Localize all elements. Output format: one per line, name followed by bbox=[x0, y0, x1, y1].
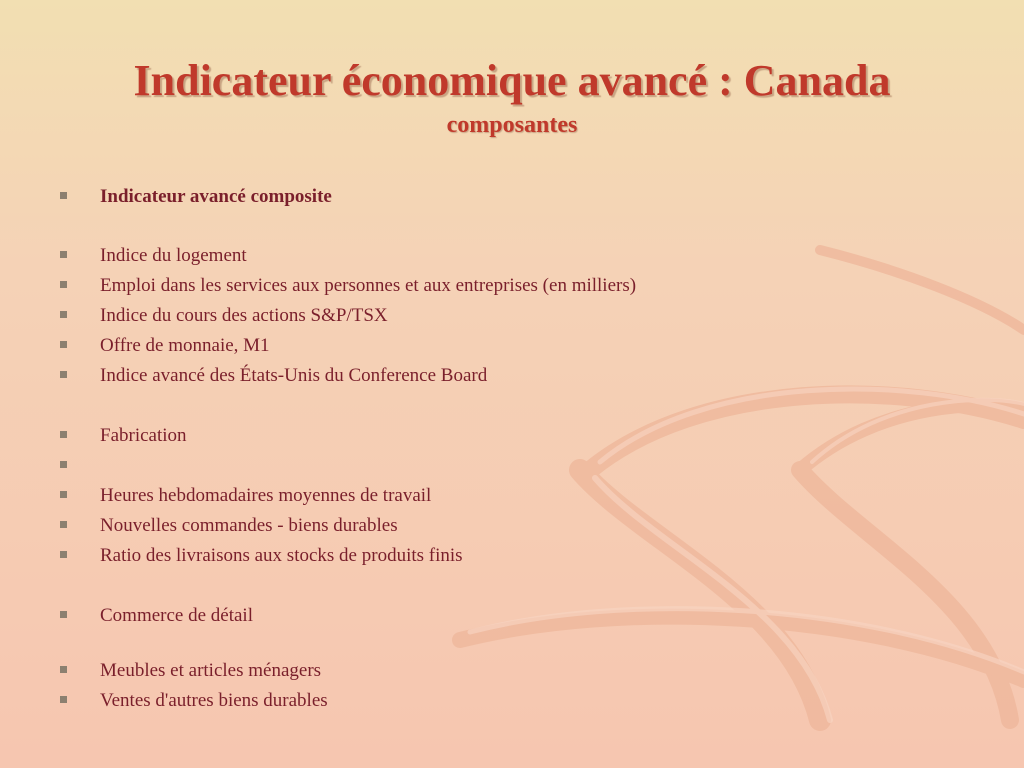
bullet-item bbox=[60, 544, 463, 568]
bullet-item bbox=[60, 424, 187, 448]
bullet-text: Commerce de détail bbox=[100, 605, 253, 626]
square-bullet-icon bbox=[60, 666, 67, 673]
bullet-item bbox=[60, 334, 270, 358]
square-bullet-icon bbox=[60, 611, 67, 618]
bullet-item bbox=[60, 304, 388, 328]
square-bullet-icon bbox=[60, 341, 67, 348]
square-bullet-icon bbox=[60, 311, 67, 318]
bullet-text: Indicateur avancé composite bbox=[100, 186, 332, 207]
slide-subtitle: composantes bbox=[446, 112, 578, 138]
square-bullet-icon bbox=[60, 281, 67, 288]
square-bullet-icon bbox=[60, 431, 67, 438]
bullet-text: Fabrication bbox=[100, 425, 187, 446]
bullet-item bbox=[60, 604, 253, 628]
bullet-text: Emploi dans les services aux personnes et aux entreprises (en milliers) bbox=[100, 275, 637, 296]
bullet-item bbox=[60, 689, 328, 713]
slide-title: Indicateur économique avancé : Canada bbox=[133, 56, 891, 105]
bullet-text: Ventes d'autres biens durables bbox=[100, 690, 328, 711]
bullet-text: Nouvelles commandes - biens durables bbox=[100, 515, 398, 536]
bullet-item bbox=[60, 659, 322, 683]
bullet-text: Indice du logement bbox=[100, 245, 247, 266]
square-bullet-icon bbox=[60, 371, 67, 378]
square-bullet-icon bbox=[60, 192, 67, 199]
bullet-text: Indice du cours des actions S&P/TSX bbox=[100, 305, 388, 326]
square-bullet-icon bbox=[60, 461, 67, 468]
square-bullet-icon bbox=[60, 251, 67, 258]
square-bullet-icon bbox=[60, 491, 67, 498]
bullet-item bbox=[60, 514, 398, 538]
bullet-item bbox=[60, 454, 67, 478]
bullet-text: Meubles et articles ménagers bbox=[100, 660, 322, 681]
bullet-item bbox=[60, 364, 488, 388]
bullet-text: Ratio des livraisons aux stocks de produits finis bbox=[100, 545, 463, 566]
bullet-text: Heures hebdomadaires moyennes de travail bbox=[100, 485, 432, 506]
bullet-text: Indice avancé des États-Unis du Conference Board bbox=[100, 365, 488, 386]
bullet-item bbox=[60, 274, 637, 298]
bullet-item bbox=[60, 185, 332, 209]
square-bullet-icon bbox=[60, 696, 67, 703]
square-bullet-icon bbox=[60, 521, 67, 528]
bullet-text: Offre de monnaie, M1 bbox=[100, 335, 270, 356]
bullet-item bbox=[60, 244, 247, 268]
square-bullet-icon bbox=[60, 551, 67, 558]
bullet-item bbox=[60, 484, 432, 508]
